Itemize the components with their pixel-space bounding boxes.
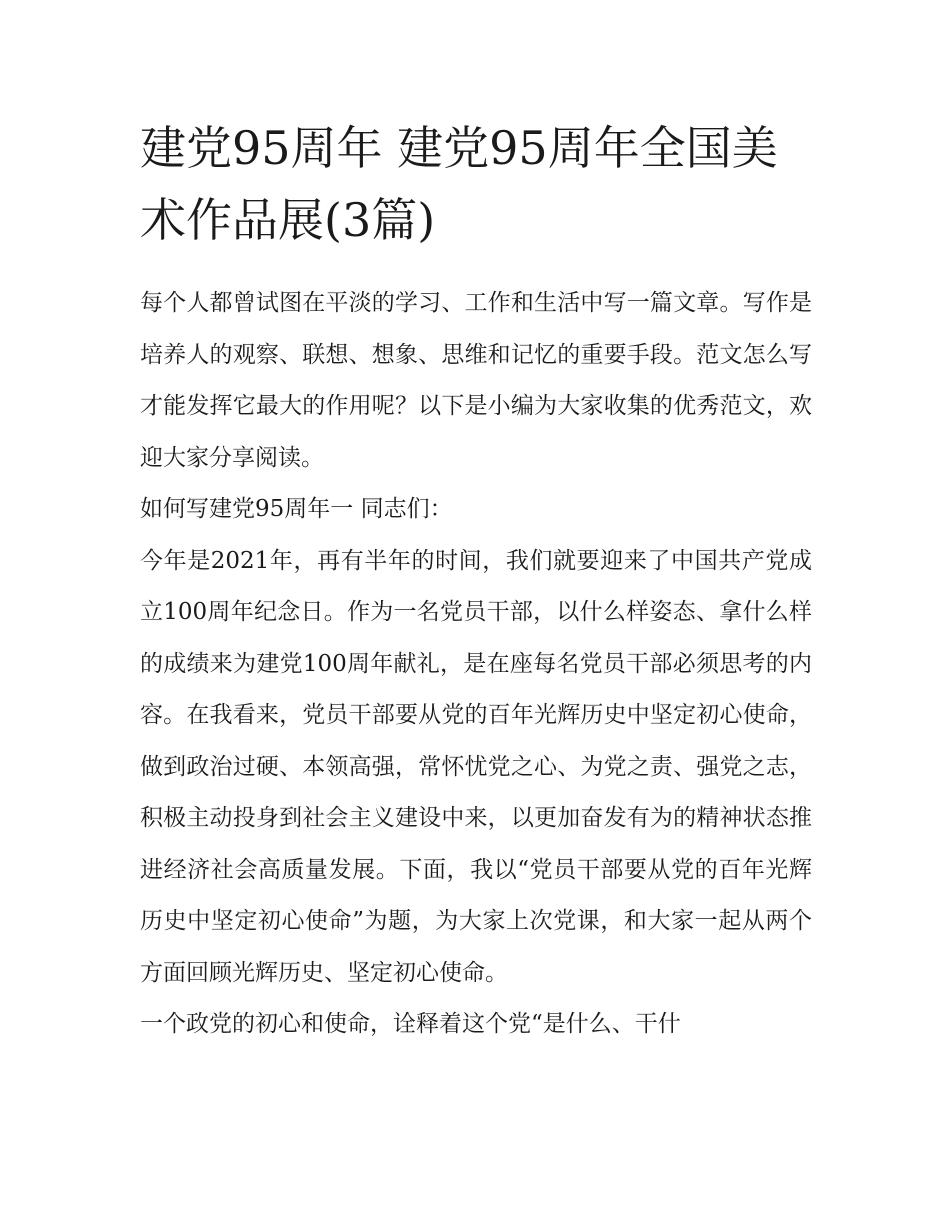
document-title: 建党95周年 建党95周年全国美术作品展(3篇) [140, 121, 778, 247]
speech-paragraph: 今年是2021年，再有半年的时间，我们就要迎来了中国共产党成立100周年纪念日。作为一名党员干部，以什么样姿态、拿什么样的成绩来为建党100周年献礼，是在座每名党员干部必须思考的内容。在我看来，党员干部要从党的百年光辉历史中坚定初心使命，做到政治过硬、本领高强，常怀忧党之心、为党之责、强党之志，积极主动投身到社会主义建设中来，以更加奋发有为的精神状态推进经济社会高质量发展。下面，我以“党员干部要从党的百年光辉历史中坚定初心使命”为题，为大家上次党课，和大家一起从两个方面回顾光辉历史、坚定初心使命。 [140, 547, 812, 986]
intro-paragraph: 每个人都曾试图在平淡的学习、工作和生活中写一篇文章。写作是培养人的观察、联想、想象、思维和记忆的重要手段。范文怎么写才能发挥它最大的作用呢？以下是小编为大家收集的优秀范文，欢迎大家分享阅读。 [140, 290, 812, 471]
section-heading-paragraph: 如何写建党95周年一 同志们： [140, 496, 453, 522]
closing-paragraph: 一个政党的初心和使命，诠释着这个党“是什么、干什 [140, 1011, 681, 1037]
document-body [140, 112, 812, 1051]
